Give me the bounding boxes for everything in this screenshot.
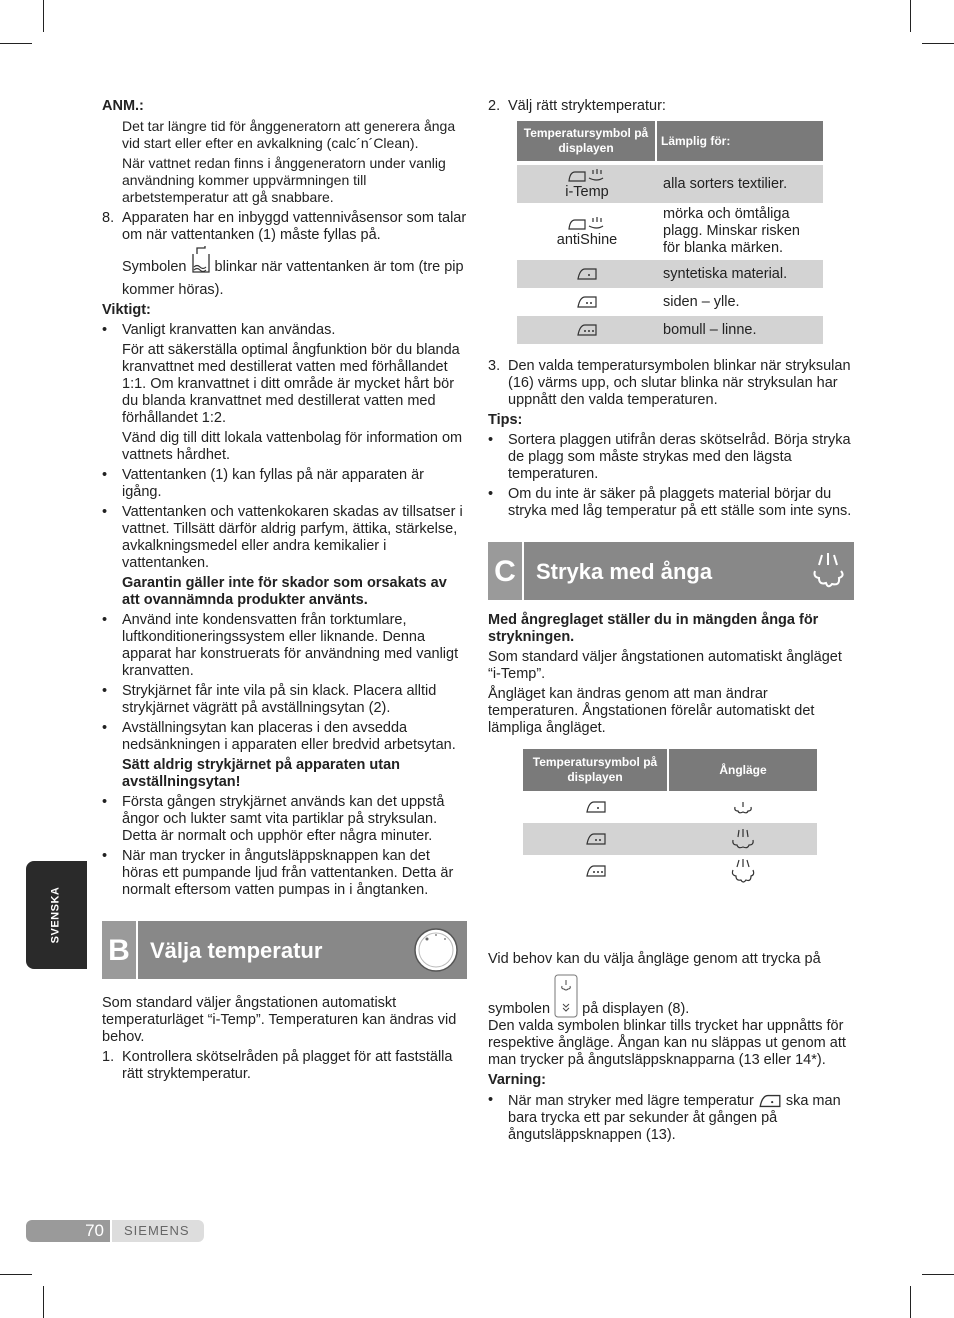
bullet: •	[488, 1092, 494, 1108]
list-text-part: När man stryker med lägre temperatur	[508, 1092, 754, 1109]
list-item	[488, 486, 854, 520]
table-row	[523, 823, 817, 855]
paragraph: Den valda symbolen blinkar tills trycket har uppnåtts för respektive ångläge. Ångan kan nu släppas ut genom att man trycker på ångutsläppsknapparna (13 eller 14*).	[488, 1018, 846, 1068]
item-text: Symbolen	[122, 258, 187, 275]
list-text: Sortera plaggen utifrån deras skötselråd. Börja stryka de plagg som måste strykas med den lägsta temperaturen.	[508, 432, 851, 482]
note-paragraph: Det tar längre tid för ånggeneratorn att generera ånga vid start eller efter en avkalkning (calc´n´Clean).	[122, 118, 456, 151]
numbered-item	[102, 1049, 467, 1083]
table-row	[523, 855, 817, 887]
left-column	[102, 98, 467, 1086]
table-cell	[523, 855, 669, 887]
item-text: Den valda temperatursymbolen blinkar när stryksulan (16) värms upp, och slutar blinka när stryksulan har uppnått den valda temperaturen.	[508, 358, 851, 408]
list-item	[102, 322, 467, 464]
crop-mark	[922, 1274, 954, 1275]
paragraph-text: symbolen	[488, 1001, 551, 1017]
list-item	[102, 720, 467, 791]
iron-two-dots-icon	[576, 294, 598, 310]
table-cell	[517, 165, 657, 203]
crop-mark	[0, 1274, 32, 1275]
crop-mark	[922, 43, 954, 44]
list-text: Vattentanken (1) kan fyllas på när apparaten är igång.	[122, 467, 425, 500]
paragraph: Ångläget kan ändras genom att man ändrar temperaturen. Ångstationen förelår automatiskt det lämpliga ångläget.	[488, 686, 815, 736]
list-text: Vattentanken och vattenkokaren skadas av tillsatser i vattnet. Tillsätt därför aldrig parfym, ättika, stärkelse, avkalkningsmedel eller andra kemikalier i vattentanken.	[122, 504, 463, 571]
table-row	[517, 165, 823, 203]
steam-select-button-icon	[554, 1001, 578, 1017]
bullet: •	[102, 612, 108, 628]
numbered-item	[488, 98, 854, 115]
table-cell	[517, 288, 657, 316]
table-cell	[523, 823, 669, 855]
brand-name: SIEMENS	[112, 1220, 204, 1242]
section-header-c	[488, 542, 854, 600]
list-text: För att säkerställa optimal ångfunktion bör du blanda kranvattnet med destillerat vatten med förhållandet 1:1. Om kranvattnet i ditt område är mycket hårt bör du blanda kranvattnet med destillerat vatten med förhållandet 1:2.	[122, 342, 460, 426]
table-header: Ångläge	[669, 749, 817, 791]
bullet: •	[102, 467, 108, 483]
right-column	[488, 98, 854, 1147]
section-letter: B	[102, 921, 138, 979]
warranty-warning: Garantin gäller inte för skador som orsakats av att ovannämnda produkter använts.	[122, 575, 447, 608]
numbered-item	[102, 210, 467, 299]
item-number: 8.	[102, 210, 115, 226]
crop-mark	[0, 43, 32, 44]
table-row	[517, 316, 823, 344]
language-label: SVENSKA	[49, 886, 62, 944]
paragraph: Som standard väljer ångstationen automatiskt temperaturläget “i-Temp”. Temperaturen kan ändras vid behov.	[102, 995, 457, 1045]
table-cell	[517, 316, 657, 344]
bullet: •	[102, 322, 108, 338]
table-cell: mörka och ömtåliga plagg. Minskar risken för blanka märken.	[663, 206, 800, 256]
steam-level-table	[523, 749, 817, 887]
list-item	[102, 504, 467, 609]
iron-one-dot-icon	[585, 799, 607, 815]
rest-surface-warning: Sätt aldrig strykjärnet på apparaten utan avställningsytan!	[122, 757, 400, 790]
iron-one-dot-icon	[576, 266, 598, 282]
iron-steam-icon	[523, 168, 651, 185]
list-text-part: ska man bara trycka ett par sekunder åt gången på ångutsläppsknappen (13).	[508, 1092, 841, 1143]
list-text: Strykjärnet får inte vila på sin klack. Placera alltid strykjärnet vägrätt på avställningsytan (2).	[122, 683, 437, 716]
iron-two-dots-icon	[585, 831, 607, 847]
steam-high-icon	[730, 863, 756, 879]
table-header: Lämplig för:	[657, 121, 823, 161]
section-letter: C	[488, 542, 524, 600]
table-cell: siden – ylle.	[663, 293, 740, 310]
steam-medium-icon	[730, 831, 756, 847]
note-label: ANM.:	[102, 98, 144, 114]
section-title: Stryka med ånga	[536, 558, 713, 584]
list-text: Använd inte kondensvatten från torktumlare, luftkonditioneringssystem eller liknande. Denna apparat har konstruerats för användning med vanligt kranvatten.	[122, 612, 459, 679]
list-text: Avställningsytan kan placeras i den avsedda nedsänkningen i apparaten eller bredvid arbetsytan.	[122, 720, 456, 753]
item-text: blinkar när vattentanken är tom (tre pip kommer höras).	[122, 258, 464, 298]
crop-mark	[910, 1286, 911, 1318]
table-cell	[523, 791, 669, 823]
table-cell	[517, 260, 657, 288]
symbol-label: i-Temp	[565, 184, 609, 200]
important-label: Viktigt:	[102, 302, 151, 318]
bullet: •	[102, 794, 108, 810]
water-tank-empty-icon	[191, 251, 215, 267]
temperature-table	[517, 121, 823, 344]
note-paragraph: När vattnet redan finns i ånggeneratorn under vanlig användning kommer uppvärmningen till arbetstemperatur att gå snabbare.	[122, 155, 446, 205]
list-text: Vanligt kranvatten kan användas.	[122, 322, 336, 338]
bullet: •	[102, 720, 108, 736]
warning-label: Varning:	[488, 1072, 547, 1088]
item-number: 2.	[488, 98, 501, 114]
section-header-b	[102, 921, 467, 979]
table-row	[517, 288, 823, 316]
temperature-dial-icon	[413, 927, 459, 973]
paragraph	[488, 974, 854, 1018]
crop-mark	[43, 0, 44, 32]
numbered-item	[488, 358, 854, 409]
table-header: Temperatursymbol på displayen	[517, 121, 657, 161]
table-row	[523, 791, 817, 823]
item-number: 1.	[102, 1049, 115, 1065]
list-item	[102, 467, 467, 501]
paragraph: Som standard väljer ångstationen automatiskt ångläget “i-Temp”.	[488, 649, 842, 682]
table-cell	[669, 823, 817, 855]
page-footer	[26, 1220, 204, 1242]
list-item	[488, 432, 854, 483]
bullet: •	[102, 683, 108, 699]
paragraph-text: på displayen (8).	[582, 1001, 690, 1017]
item-text: Apparaten har en inbyggd vattennivåsensor som talar om när vattentanken (1) måste fyllas på.	[122, 210, 467, 243]
bullet: •	[488, 432, 494, 448]
table-cell: syntetiska material.	[657, 260, 823, 288]
paragraph-bold: Med ångreglaget ställer du in mängden ånga för strykningen.	[488, 612, 819, 645]
steam-low-icon	[732, 799, 754, 815]
item-text: Välj rätt stryktemperatur:	[508, 98, 666, 114]
list-item	[488, 1092, 854, 1144]
section-title: Välja temperatur	[150, 937, 323, 963]
list-text: När man trycker in ångutsläppsknappen kan det höras ett pumpande ljud från vattentanken. Detta är normalt eftersom vatten pumpas in i ångtanken.	[122, 848, 454, 898]
bullet: •	[102, 504, 108, 520]
table-cell	[517, 203, 657, 260]
list-text: Vänd dig till ditt lokala vattenbolag för information om vattnets hårdhet.	[122, 430, 463, 463]
bullet: •	[488, 486, 494, 502]
table-cell: alla sorters textilier.	[657, 165, 823, 203]
iron-steam-icon	[523, 216, 651, 233]
list-text: Om du inte är säker på plaggets material börjar du stryka med låg temperatur på ett ställe som inte syns.	[508, 486, 852, 519]
iron-three-dots-icon	[576, 322, 598, 338]
crop-mark	[43, 1286, 44, 1318]
list-text	[508, 1092, 854, 1144]
table-cell	[669, 791, 817, 823]
list-item	[102, 612, 467, 680]
item-text: Kontrollera skötselråden på plagget för att fastställa rätt stryktemperatur.	[122, 1049, 453, 1082]
symbol-label: antiShine	[556, 231, 618, 248]
steam-icon	[810, 551, 846, 591]
table-row	[517, 203, 823, 260]
table-header: Temperatursymbol på displayen	[523, 749, 669, 791]
bullet: •	[102, 848, 108, 864]
table-cell: bomull – linne.	[657, 316, 823, 344]
paragraph: Vid behov kan du välja ångläge genom att trycka på	[488, 951, 821, 967]
table-cell	[669, 855, 817, 887]
list-text: Första gången strykjärnet används kan det uppstå ångor och lukter samt vita partiklar på stryksulan. Detta är normalt och upphör efter några minuter.	[122, 794, 445, 844]
tips-label: Tips:	[488, 412, 523, 428]
list-item	[102, 794, 467, 845]
iron-one-dot-icon	[758, 1093, 782, 1109]
item-number: 3.	[488, 358, 501, 374]
list-item	[102, 848, 467, 899]
table-row	[517, 260, 823, 288]
language-side-tab	[26, 861, 87, 969]
page-number: 70	[26, 1220, 110, 1242]
crop-mark	[910, 0, 911, 32]
list-item	[102, 683, 467, 717]
iron-three-dots-icon	[585, 863, 607, 879]
